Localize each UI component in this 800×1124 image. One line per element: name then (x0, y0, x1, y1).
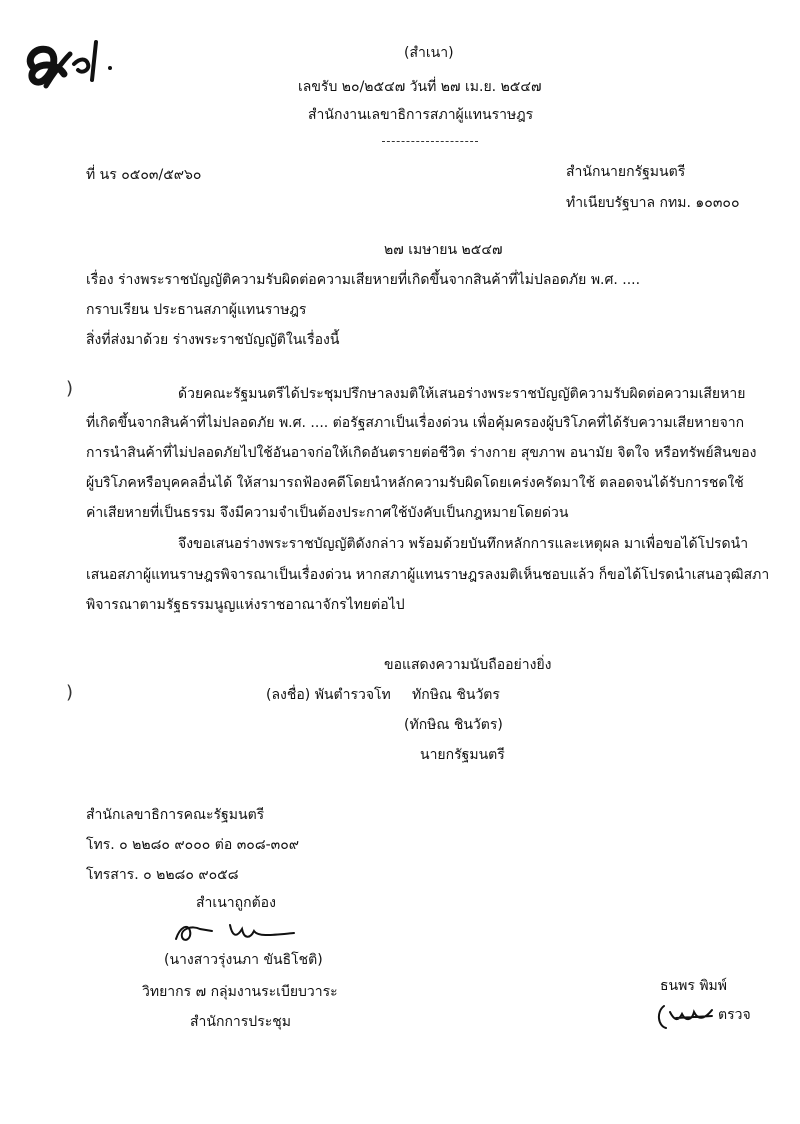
checker-initials (656, 1002, 716, 1032)
checked-by: ตรวจ (718, 1007, 751, 1023)
corner-handwritten-number (18, 28, 118, 98)
signed-prefix: (ลงชื่อ) พันตำรวจโท (266, 687, 391, 703)
receiving-office: สำนักงานเลขาธิการสภาผู้แทนราษฎร (308, 107, 534, 123)
body-p2-line2: เสนอสภาผู้แทนราษฎรพิจารณาเป็นเรื่องด่วน หากสภาผู้แทนราษฎรลงมติเห็นชอบแล้ว ก็ขอได้โปรดนำเสนอวุฒิสภา (86, 567, 770, 583)
certified-copy-label: สำเนาถูกต้อง (196, 895, 276, 911)
margin-bracket-bottom: ) (66, 682, 74, 703)
subject-line: เรื่อง ร่างพระราชบัญญัติความรับผิดต่อความเสียหายที่เกิดขึ้นจากสินค้าที่ไม่ปลอดภัย พ.ศ. .... (86, 272, 641, 288)
reference-number: ที่ นร ๐๕๐๓/๕๙๖๐ (86, 167, 202, 183)
closing: ขอแสดงความนับถืออย่างยิ่ง (384, 657, 552, 673)
body-p1-line2: ที่เกิดขึ้นจากสินค้าที่ไม่ปลอดภัย พ.ศ. .... ต่อรัฐสภาเป็นเรื่องด่วน เพื่อคุ้มครองผู้บริโภคที่ได้รับความเสียหายจาก (86, 415, 745, 431)
footer-tel: โทร. ๐ ๒๒๘๐ ๙๐๐๐ ต่อ ๓๐๘-๓๐๙ (86, 837, 300, 853)
certifier-title: วิทยากร ๗ กลุ่มงานระเบียบวาระ (142, 984, 338, 1000)
body-p1-line3: การนำสินค้าที่ไม่ปลอดภัยไปใช้อันอาจก่อให้เกิดอันตรายต่อชีวิต ร่างกาย สุขภาพ อนามัย จิตใจ หรือทรัพย์สินของ (86, 445, 757, 461)
typed-by: ธนพร พิมพ์ (660, 978, 727, 994)
signed-name: ทักษิณ ชินวัตร (412, 687, 500, 703)
certifier-office: สำนักการประชุม (190, 1014, 291, 1030)
header-divider (382, 141, 478, 142)
margin-bracket-top: ) (66, 378, 74, 399)
certifier-signature (172, 913, 302, 949)
body-p1-line1: ด้วยคณะรัฐมนตรีได้ประชุมปรึกษาลงมติให้เสนอร่างพระราชบัญญัติความรับผิดต่อความเสียหาย (178, 386, 746, 402)
body-p1-line4: ผู้บริโภคหรือบุคคลอื่นได้ ให้สามารถฟ้องคดีโดยนำหลักความรับผิดโดยเคร่งครัดมาใช้ ตลอดจนได้รับการชดใช้ (86, 475, 744, 491)
salutation: กราบเรียน ประธานสภาผู้แทนราษฎร (86, 302, 307, 318)
signatory-position: นายกรัฐมนตรี (420, 747, 505, 763)
receipt-line: เลขรับ ๒๐/๒๕๔๗ วันที่ ๒๗ เม.ย. ๒๕๔๗ (298, 79, 542, 95)
svg-text:๔๐๑: ๔๐๑ (18, 28, 21, 29)
printed-name: (ทักษิณ ชินวัตร) (404, 717, 503, 733)
sender-office: สำนักนายกรัฐมนตรี (566, 164, 686, 180)
certifier-name: (นางสาวรุ่งนภา ขันธิโชติ) (164, 952, 323, 968)
body-p2-line3: พิจารณาตามรัฐธรรมนูญแห่งราชอาณาจักรไทยต่อไป (86, 597, 405, 613)
footer-fax: โทรสาร. ๐ ๒๒๘๐ ๙๐๕๘ (86, 867, 239, 883)
sender-address: ทำเนียบรัฐบาล กทม. ๑๐๓๐๐ (566, 195, 740, 211)
footer-office: สำนักเลขาธิการคณะรัฐมนตรี (86, 807, 265, 823)
letter-date: ๒๗ เมษายน ๒๕๔๗ (384, 242, 503, 258)
body-p2-line1: จึงขอเสนอร่างพระราชบัญญัติดังกล่าว พร้อมด้วยบันทึกหลักการและเหตุผล มาเพื่อขอได้โปรดนำ (178, 536, 749, 552)
enclosure: สิ่งที่ส่งมาด้วย ร่างพระราชบัญญัติในเรื่องนี้ (86, 332, 340, 348)
copy-label: (สำเนา) (404, 45, 454, 61)
body-p1-line5: ค่าเสียหายที่เป็นธรรม จึงมีความจำเป็นต้องประกาศใช้บังคับเป็นกฎหมายโดยด่วน (86, 505, 569, 521)
